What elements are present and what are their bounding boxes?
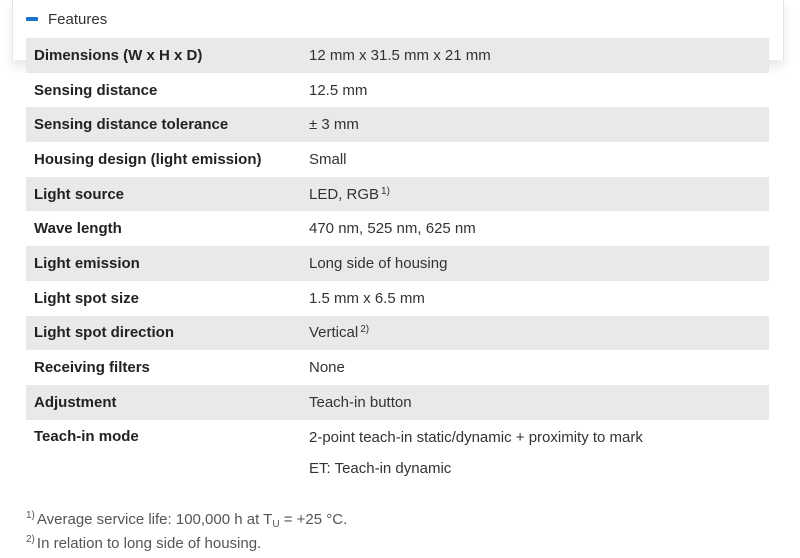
table-row	[26, 211, 769, 246]
table-row	[26, 316, 769, 351]
table-row	[26, 107, 769, 142]
row-value: None	[309, 359, 345, 377]
table-row	[26, 281, 769, 316]
table-row	[26, 177, 769, 212]
row-value: 12.5 mm	[309, 81, 368, 99]
teach-in-value-1: 2-point teach-in static/dynamic + proximity to mark	[309, 428, 643, 446]
footnote-marker[interactable]: 1)	[381, 185, 390, 197]
features-section-header[interactable]	[26, 6, 107, 32]
teach-in-value-2: ET: Teach-in dynamic	[309, 459, 452, 477]
table-row	[26, 246, 769, 281]
row-label: Sensing distance tolerance	[26, 107, 301, 142]
section-title: Features	[48, 10, 108, 28]
row-value: ± 3 mm	[301, 107, 769, 142]
footnote-1: $^{1)}$ Average service life: 100,000 h at $T_U = +25$ °C.	[26, 510, 348, 530]
row-label: Light source	[26, 177, 301, 212]
row-label: Light emission	[26, 246, 301, 281]
footnote-marker[interactable]: 2)	[360, 324, 370, 336]
footnote-marker: 1)	[26, 510, 35, 521]
row-value: Teach-in button	[301, 385, 769, 420]
table-row	[26, 73, 769, 108]
table-row	[26, 38, 769, 73]
footnote-2: $^{2)}$ In relation to long side of housing.	[26, 534, 262, 552]
row-label: Housing design (light emission)	[34, 150, 262, 168]
table-row	[26, 385, 769, 420]
row-label: Light spot size	[34, 289, 139, 307]
row-label: Sensing distance	[34, 81, 158, 99]
row-value: 1.5 mm x 6.5 mm	[309, 289, 425, 307]
table-row	[26, 350, 769, 385]
row-value	[301, 420, 769, 479]
footnote-marker: 2)	[26, 534, 35, 545]
row-value: Small	[309, 150, 347, 168]
row-value: LED, RGB $^{1)}$	[301, 177, 769, 212]
row-label: Adjustment	[26, 385, 301, 420]
row-label: Light spot direction	[26, 316, 301, 351]
row-label: Teach-in mode	[34, 427, 139, 445]
table-row	[26, 142, 769, 177]
features-table	[26, 38, 769, 479]
collapse-minus-icon[interactable]	[26, 17, 38, 21]
row-label: Wave length	[34, 220, 122, 238]
row-value: 470 nm, 525 nm, 625 nm	[309, 220, 476, 238]
row-label: Receiving filters	[34, 359, 150, 377]
table-row-teach-in-mode	[26, 420, 769, 479]
row-value: Long side of housing	[301, 246, 769, 281]
row-label: Dimensions (W x H x D)	[26, 38, 301, 73]
row-value: Vertical $^{2)}$	[301, 316, 769, 351]
footnotes	[26, 506, 347, 554]
row-value: 12 mm x 31.5 mm x 21 mm	[301, 38, 769, 73]
